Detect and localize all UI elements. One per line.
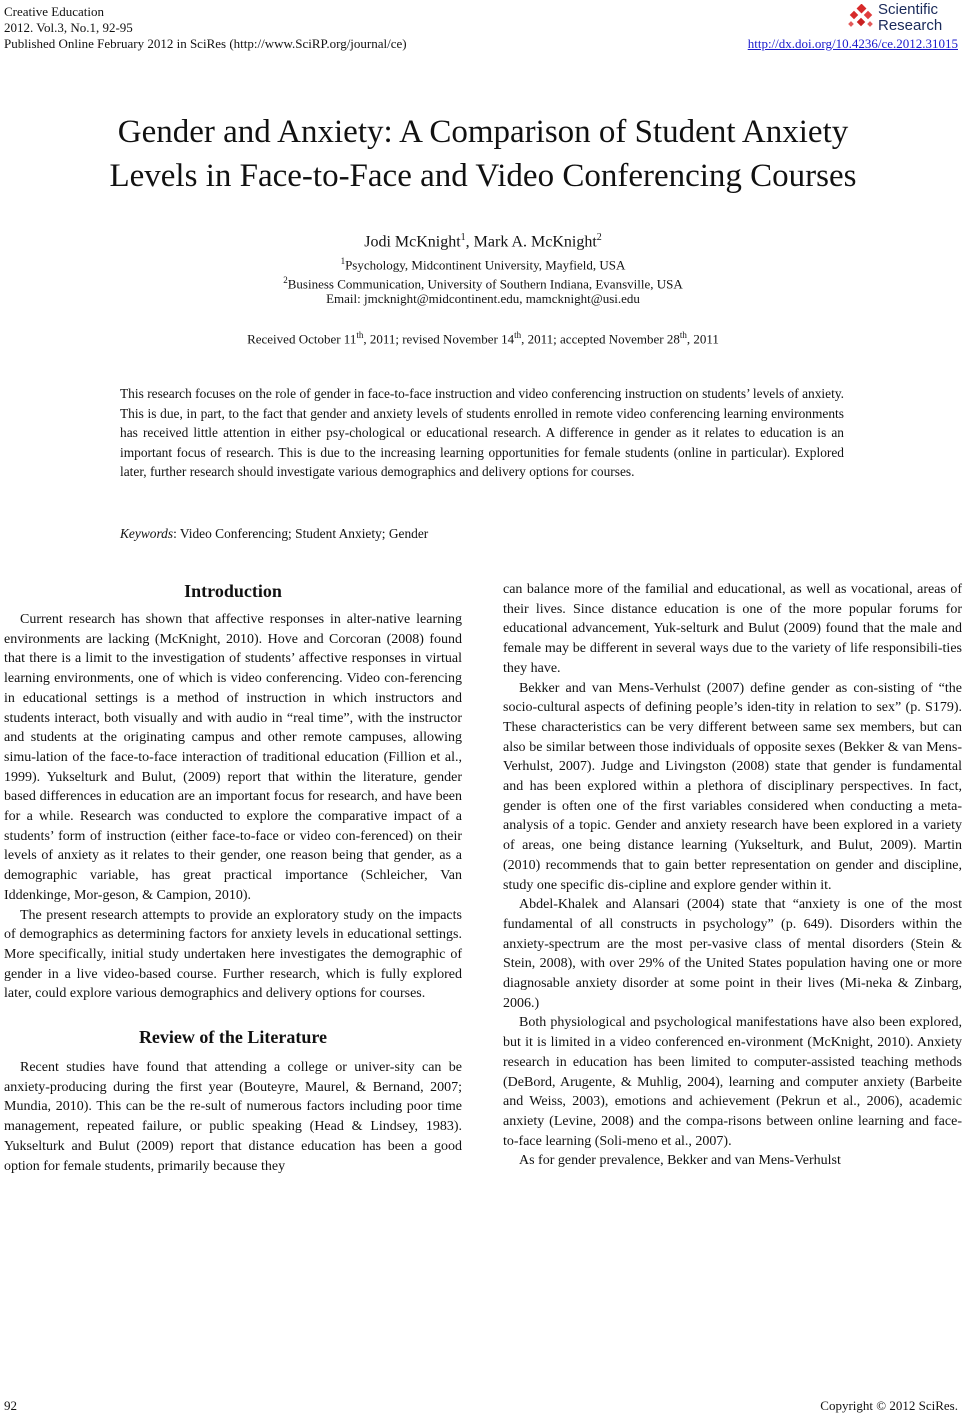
author-separator: , (465, 233, 474, 251)
title-line-2: Levels in Face-to-Face and Video Conferencing Courses (109, 158, 857, 194)
right-column-paragraph-1: can balance more of the familial and educational, as well as vocational, areas of their lives. Since distance education is one of the more popular forums for educational advancement, Yuk-selturk and Bulut (2009) found that the male and female may be different in several ways due to the variety of life responsibili-ties they have. (503, 582, 962, 676)
introduction-paragraph-2: The present research attempts to provide an exploratory study on the impacts of demographics as determining factors for anxiety levels in educational settings. More specifically, initial study undertaken here investigates the demographic of gender in a live video-based course. Further research, which is fully explored later, could explore various demographics and delivery options for courses. (4, 907, 462, 1002)
title-line-1: Gender and Anxiety: A Comparison of Student Anxiety (117, 114, 849, 150)
received-text-1: Received October 11 (247, 331, 357, 347)
right-column (503, 580, 962, 1171)
right-column-paragraph-5: As for gender prevalence, Bekker and van Mens-Verhulst (519, 1153, 841, 1169)
copyright-notice: Copyright © 2012 SciRes. (820, 1398, 958, 1413)
logo-diamonds-icon (848, 4, 876, 34)
page-number: 92 (4, 1398, 17, 1413)
paper-title (0, 110, 966, 198)
affiliation-1-mark: 1 (340, 256, 346, 266)
author-list (0, 228, 966, 252)
logo-text-scientific: Scientific (878, 1, 939, 18)
keywords-list: : Video Conferencing; Student Anxiety; Gender (173, 526, 429, 541)
author-1: Jodi McKnight (364, 233, 461, 251)
keywords-label: Keywords (120, 526, 174, 541)
abstract: This research focuses on the role of gender in face-to-face instruction and video conferencing instruction on students’ levels of anxiety. This is due, in part, to the fact that gender and anxiety levels of students enrolled in remote video conferencing learning environments has received little attention in either psy-chological or educational research. A difference in gender as it relates to education is an important focus of research. This is due to the increasing learning opportunities for female students (online in particular). Explored later, further research should investigate various demographics and delivery options for courses. (120, 386, 844, 479)
author-1-affiliation-mark: 1 (460, 232, 466, 243)
publication-info: Published Online February 2012 in SciRes (http://www.SciRP.org/journal/ce) (4, 36, 407, 51)
affiliation-1-text: Psychology, Midcontinent University, Mayfield, USA (345, 257, 626, 273)
right-column-paragraph-3: Abdel-Khalek and Alansari (2004) state that “anxiety is one of the most fundamental of all constructs in psychology” (p. 649). Disorders within the anxiety-spectrum are the most per-vasive class of mental disorders (Stein & Stein, 2008), with over 29% of the United States population having one or more diagnosable anxiety disorder at some point in their lives (Mi-neka & Zinbarg, 2006.) (503, 897, 962, 1011)
received-sup-3: th (679, 330, 687, 340)
scientific-research-logo (848, 2, 958, 36)
affiliation-2-mark: 2 (283, 275, 288, 285)
received-sup-2: th (514, 330, 522, 340)
keywords (120, 524, 844, 543)
author-2: Mark A. McKnight (473, 233, 597, 251)
left-column (4, 578, 462, 1176)
received-dates (0, 326, 966, 348)
affiliation-2-text: Business Communication, University of Southern Indiana, Evansville, USA (287, 276, 683, 292)
received-text-2: , 2011; revised November 14 (363, 331, 515, 347)
received-sup-1: th (356, 330, 364, 340)
doi-link[interactable]: http://dx.doi.org/10.4236/ce.2012.31015 (747, 36, 958, 51)
right-column-paragraph-2: Bekker and van Mens-Verhulst (2007) define gender as con-sisting of “the socio-cultural aspects of defining people’s iden-tity in relation to sex” (p. S179). These characteristics can be very different between same sex members, but can also be similar between those individuals of opposite sexes (Bekker & van Mens-Verhulst, 2007). Judge and Livingston (2008) state that gender is fundamental and has been explored within a plethora of disciplinary perspectives. In fact, gender is often one of the first variables considered when conducting a meta-analysis of a topic. Gender and anxiety research have been explored in a variety of areas, one being distance learning (Yukselturk, and Bulut, 2009). Martin (2010) recommends that to gain better representation on gender and discipline, study one specific dis-cipline and explore gender within it. (503, 680, 962, 893)
introduction-heading: Introduction (184, 581, 282, 601)
received-text-3: , 2011; accepted November 28 (521, 331, 680, 347)
author-2-affiliation-mark: 2 (596, 232, 602, 243)
logo-text-research: Research (878, 17, 943, 34)
author-emails: Email: jmcknight@midcontinent.edu, mamcknight@usi.edu (326, 291, 640, 306)
introduction-paragraph-1: Current research has shown that affective responses in alter-native learning environments are lacking (McKnight, 2010). Hove and Corcoran (2008) found that there is a limit to the investigation of students’ affective responses in virtual learning environments, one of which is video conferencing. Video con-ferencing in educational settings is a method of instruction in which instructors and students interact, both visually and with audio in “real time”, with the instructor and students at the originating campus and other remote campuses, allowing simu-lation of the face-to-face interaction of traditional education (Fillion et al., 1999). Yukselturk and Bulut, (2009) report that within the literature, gender based differences in education are an important focus for research, and have been for a while. Research was conducted to explore the comparative impact of a students’ form of instruction (either face-to-face or video con-ferenced) on their levels of anxiety as it relates to their gender, one reason being that gender, as a demographic variable, has great practical importance (Schleicher, Van Iddenkinge, Mor-geson, & Campion, 2010). (4, 612, 462, 903)
journal-volume: 2012. Vol.3, No.1, 92-95 (4, 20, 133, 35)
journal-name: Creative Education (4, 4, 104, 19)
received-text-4: , 2011 (686, 331, 719, 347)
literature-review-paragraph-1: Recent studies have found that attending a college or univer-sity can be anxiety-producing during the first year (Bouteyre, Maurel, & Bernand, 2007; Mundia, 2010). This can be the re-sult of numerous factors including poor time management, repeated failure, or public speaking (Head & Lindsey, 1983). Yukselturk and Bulut (2009) report that distance education has been a good option for female students, primarily because they (4, 1060, 462, 1174)
literature-review-heading: Review of the Literature (138, 1027, 328, 1048)
right-column-paragraph-4: Both physiological and psychological manifestations have also been explored, but it is limited in a video conferenced en-vironment (McKnight, 2010). Anxiety research in education has been limited to computer-assisted teaching methods (DeBord, Arugente, & Muhlig, 2004), learning and computer anxiety (Barbeite and Weiss, 2003), emotions and achievement (Pekrun et al., 2006), academic anxiety (Levine, 2008) and the compa-risons between online learning and face-to-face learning (Soli-meno et al., 2007). (503, 1015, 962, 1149)
